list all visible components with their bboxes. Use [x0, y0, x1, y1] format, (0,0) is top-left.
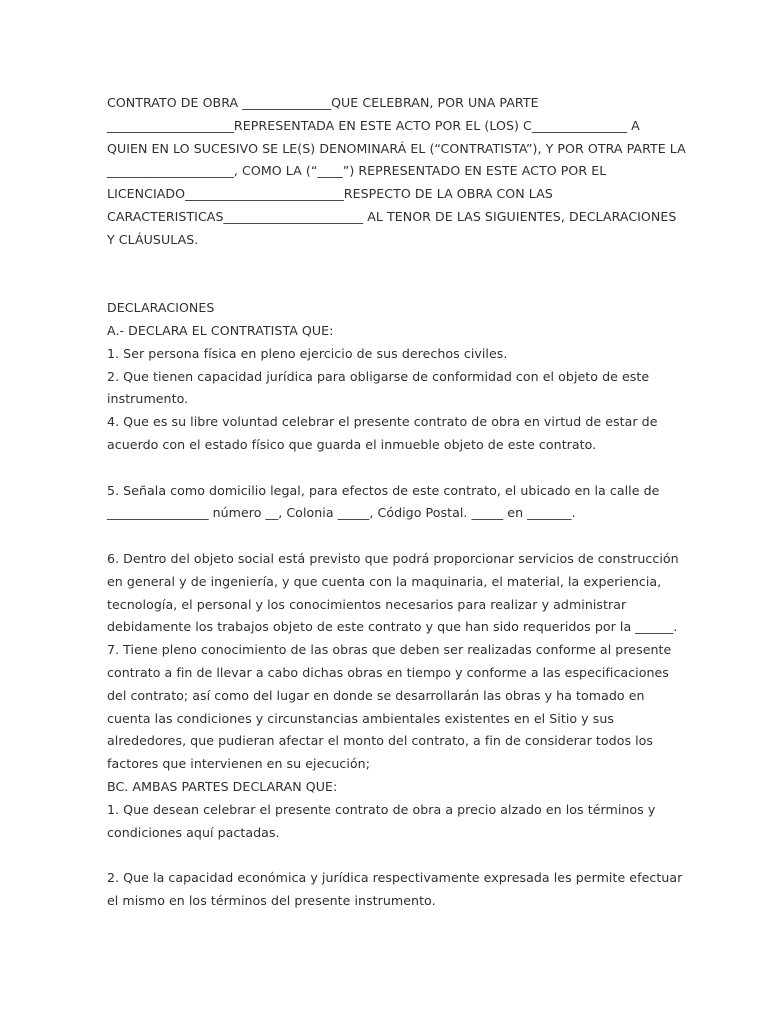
- text-line: LICENCIADO_________________________RESPECTO DE LA OBRA CON LAS: [107, 186, 553, 202]
- text-line: CONTRATO DE OBRA ______________QUE CELEBRAN, POR UNA PARTE: [107, 95, 539, 110]
- section-a-items-3: [107, 548, 679, 776]
- section-bc-heading: BC. AMBAS PARTES DECLARAN QUE:: [107, 778, 338, 794]
- text-line: tecnología, el personal y los conocimientos necesarios para realizar y administrar: [107, 596, 627, 612]
- text-line: del contrato; así como del lugar en donde se desarrollarán las obras y ha tomado en: [107, 687, 645, 703]
- text-line: 5. Señala como domicilio legal, para efectos de este contrato, el ubicado en la calle de: [107, 482, 660, 498]
- text-line: acuerdo con el estado físico que guarda el inmueble objeto de este contrato.: [107, 436, 597, 452]
- text-line: el mismo en los términos del presente instrumento.: [107, 892, 436, 908]
- text-line: 6. Dentro del objeto social está previsto que podrá proporcionar servicios de construcción: [107, 550, 679, 566]
- paragraph-gap: [107, 844, 667, 867]
- text-line: Y CLÁUSULAS.: [107, 231, 199, 247]
- text-line: debidamente los trabajos objeto de este contrato y que han sido requeridos por la ______.: [107, 619, 678, 635]
- section-bc-items-1: [107, 799, 667, 845]
- paragraph-gap: [107, 525, 667, 548]
- section-a-items-2: [107, 480, 667, 526]
- text-line: condiciones aquí pactadas.: [107, 824, 280, 840]
- paragraph-gap: [107, 274, 667, 297]
- paragraph-gap: [107, 457, 667, 480]
- section-bc-items-2: [107, 867, 683, 913]
- text-line: ________________ número __, Colonia _____, Código Postal. _____ en _______.: [107, 505, 576, 521]
- text-line: 2. Que tienen capacidad jurídica para obligarse de conformidad con el objeto de este: [107, 368, 650, 384]
- text-line: ____________________, COMO LA (“____”) REPRESENTADO EN ESTE ACTO POR EL: [107, 163, 607, 179]
- section-a-items-1: [107, 343, 667, 457]
- text-line: 1. Que desean celebrar el presente contrato de obra a precio alzado en los términos y: [107, 801, 656, 817]
- text-line: instrumento.: [107, 391, 189, 407]
- text-line: ____________________REPRESENTADA EN ESTE ACTO POR EL (LOS) C_______________ A: [107, 117, 640, 133]
- paragraph-gap: [107, 252, 667, 275]
- section-a-heading: A.- DECLARA EL CONTRATISTA QUE:: [107, 322, 334, 338]
- text-line: 2. Que la capacidad económica y jurídica respectivamente expresada les permite efectuar: [107, 870, 683, 886]
- text-line: cuenta las condiciones y circunstancias ambientales existentes en el Sitio y sus: [107, 710, 614, 726]
- text-line: 4. Que es su libre voluntad celebrar el presente contrato de obra en virtud de estar de: [107, 414, 658, 430]
- text-line: contrato a fin de llevar a cabo dichas obras en tiempo y conforme a las especificaciones: [107, 664, 669, 680]
- text-line: 1. Ser persona física en pleno ejercicio de sus derechos civiles.: [107, 345, 508, 361]
- text-line: alrededores, que pudieran afectar el monto del contrato, a fin de considerar todos los: [107, 733, 654, 749]
- contract-intro-paragraph: [107, 92, 686, 252]
- declaraciones-heading: DECLARACIONES: [107, 300, 215, 316]
- text-line: CARACTERISTICAS______________________ AL TENOR DE LAS SIGUIENTES, DECLARACIONES: [107, 208, 677, 224]
- contract-text: [107, 92, 686, 913]
- text-line: en general y de ingeniería, y que cuenta con la maquinaria, el material, la experiencia,: [107, 573, 662, 589]
- text-line: factores que intervienen en su ejecución;: [107, 756, 371, 772]
- text-line: QUIEN EN LO SUCESIVO SE LE(S) DENOMINARÁ EL (“CONTRATISTA”), Y POR OTRA PARTE LA: [107, 140, 686, 156]
- text-line: 7. Tiene pleno conocimiento de las obras que deben ser realizadas conforme al presente: [107, 642, 672, 658]
